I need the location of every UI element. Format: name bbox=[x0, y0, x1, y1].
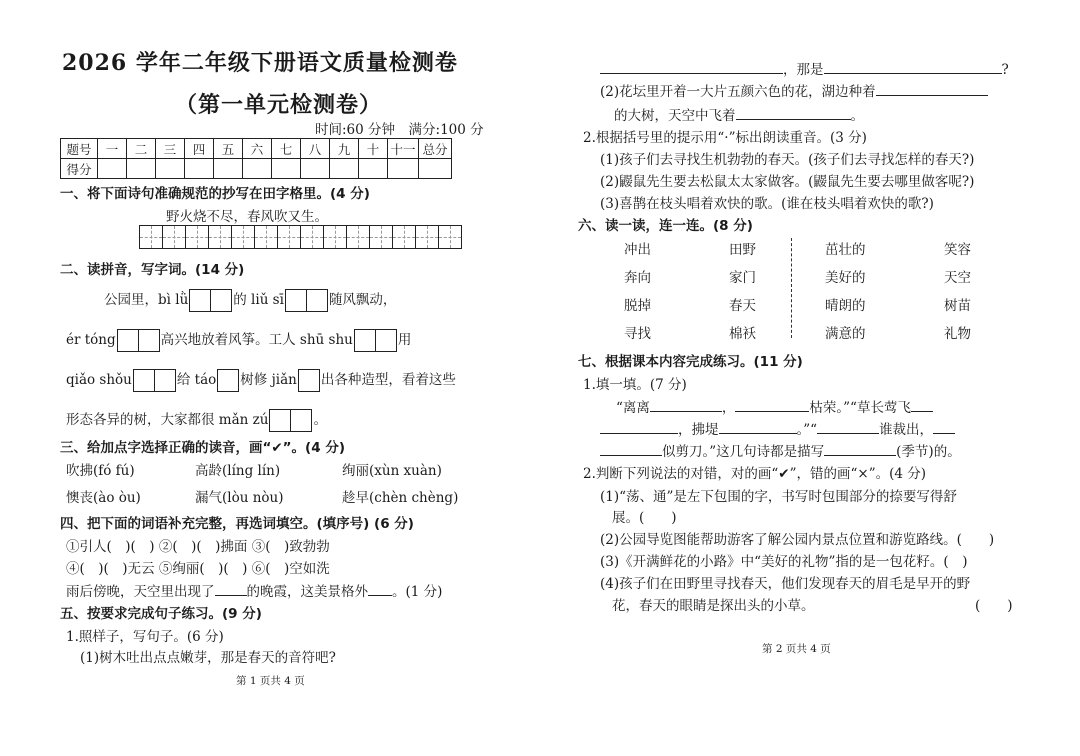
answer-box[interactable] bbox=[133, 369, 176, 392]
q2-text: 公园里，bì lǜ bbox=[104, 292, 189, 308]
score-header: 五 bbox=[214, 139, 243, 159]
score-cell[interactable] bbox=[272, 159, 301, 179]
score-cell[interactable] bbox=[214, 159, 243, 179]
q6-heading: 六、读一读，连一连。(8 分) bbox=[578, 218, 753, 234]
q2-line4 bbox=[66, 408, 327, 432]
judge-3[interactable]: (3)《开满鲜花的小路》中“美好的礼物”指的是一包花籽。( ) bbox=[600, 554, 968, 570]
match-word[interactable]: 美好的 bbox=[825, 270, 866, 286]
q4-line3 bbox=[66, 580, 442, 600]
fill-blank[interactable] bbox=[719, 421, 797, 434]
q2-text: 出各种造型，看着这些 bbox=[320, 372, 456, 388]
q2-heading: 二、读拼音，写字词。(14 分) bbox=[60, 262, 245, 278]
time-score: 时间:60 分钟 满分:100 分 bbox=[315, 122, 484, 138]
fill-blank[interactable] bbox=[817, 421, 879, 434]
score-table-score-row bbox=[61, 159, 452, 179]
q7-fill-line2 bbox=[600, 418, 955, 438]
match-word[interactable]: 家门 bbox=[729, 270, 756, 286]
score-cell[interactable] bbox=[98, 159, 127, 179]
score-table-label: 题号 bbox=[61, 139, 98, 159]
q7-text: ， bbox=[721, 400, 736, 416]
tianzige-cell[interactable] bbox=[278, 226, 301, 248]
r-ex2-line2 bbox=[614, 104, 864, 124]
q7-fill-line3 bbox=[600, 440, 961, 460]
judge-4b: 花，春天的眼睛是探出头的小草。 bbox=[612, 598, 815, 614]
match-word[interactable]: 春天 bbox=[729, 298, 756, 314]
q2-text: 用 bbox=[397, 332, 412, 348]
fill-blank[interactable] bbox=[736, 107, 851, 120]
score-cell[interactable] bbox=[359, 159, 388, 179]
q3-option[interactable]: 高龄(líng lín) bbox=[195, 463, 281, 479]
score-header: 十 bbox=[359, 139, 388, 159]
tianzige-cell[interactable] bbox=[255, 226, 278, 248]
score-header: 三 bbox=[156, 139, 185, 159]
tianzige-cell[interactable] bbox=[393, 226, 416, 248]
fill-blank[interactable] bbox=[911, 399, 933, 412]
score-header: 总分 bbox=[419, 139, 452, 159]
r-text: ，那是 bbox=[783, 62, 824, 78]
match-word[interactable]: 奔向 bbox=[624, 270, 651, 286]
score-table-label: 得分 bbox=[61, 159, 98, 179]
q1-poem: 野火烧不尽，春风吹又生。 bbox=[166, 209, 328, 225]
fill-blank[interactable] bbox=[600, 443, 662, 456]
r-stress-2[interactable]: (2)鼹鼠先生要去松鼠太太家做客。(鼹鼠先生要去哪里做客呢?) bbox=[600, 174, 975, 190]
tianzige-cell[interactable] bbox=[324, 226, 347, 248]
fill-blank[interactable] bbox=[600, 61, 783, 74]
match-word[interactable]: 棉袄 bbox=[729, 326, 756, 342]
r-text: ? bbox=[1001, 62, 1009, 78]
fill-blank[interactable] bbox=[368, 583, 392, 596]
q7-heading: 七、根据课本内容完成练习。(11 分) bbox=[578, 354, 803, 370]
q1-heading: 一、将下面诗句准确规范的抄写在田字格里。(4 分) bbox=[60, 186, 370, 202]
q4-heading: 四、把下面的词语补充完整，再选词填空。(填序号) (6 分) bbox=[60, 516, 414, 532]
fill-blank[interactable] bbox=[215, 583, 247, 596]
tianzige-cell[interactable] bbox=[347, 226, 370, 248]
r-stress-3[interactable]: (3)喜鹊在枝头唱着欢快的歌。(谁在枝头唱着欢快的歌?) bbox=[600, 196, 934, 212]
score-header: 六 bbox=[243, 139, 272, 159]
match-word[interactable]: 脱掉 bbox=[624, 298, 651, 314]
q2-text: 树修 jiǎn bbox=[240, 372, 297, 388]
r-text: 。 bbox=[850, 108, 864, 124]
q7-text: 。”“ bbox=[796, 422, 818, 438]
answer-box[interactable] bbox=[298, 369, 320, 392]
fill-blank[interactable] bbox=[600, 421, 678, 434]
q3-option[interactable]: 绚丽(xùn xuàn) bbox=[342, 463, 442, 479]
match-word[interactable]: 满意的 bbox=[825, 326, 866, 342]
q3-option[interactable]: 趁早(chèn chèng) bbox=[342, 490, 459, 506]
q2-text: 给 táo bbox=[176, 372, 217, 388]
tianzige-cell[interactable] bbox=[301, 226, 324, 248]
score-header: 八 bbox=[301, 139, 330, 159]
q2-line3 bbox=[66, 368, 456, 392]
fill-blank[interactable] bbox=[735, 399, 809, 412]
score-table bbox=[60, 138, 452, 179]
answer-box[interactable] bbox=[189, 289, 232, 312]
score-header: 十一 bbox=[388, 139, 419, 159]
match-word[interactable]: 礼物 bbox=[944, 326, 971, 342]
q2-text: 高兴地放着风筝。工人 shū shu bbox=[160, 332, 353, 348]
q3-option[interactable]: 漏气(lòu nòu) bbox=[195, 490, 284, 506]
answer-box[interactable] bbox=[117, 329, 160, 352]
fill-blank[interactable] bbox=[933, 421, 955, 434]
q4-line1[interactable]: ①引人( )( ) ②( )( )拂面 ③( )致勃勃 bbox=[66, 539, 330, 555]
match-word[interactable]: 树苗 bbox=[944, 298, 971, 314]
r-line0 bbox=[600, 58, 1009, 78]
q7-text: ，拂堤 bbox=[678, 422, 719, 438]
answer-box[interactable] bbox=[285, 289, 328, 312]
page-subtitle: （第一单元检测卷） bbox=[175, 92, 383, 118]
page-title: 2026 学年二年级下册语文质量检测卷 bbox=[62, 50, 458, 76]
score-table-header-row bbox=[61, 139, 452, 159]
fill-blank[interactable] bbox=[824, 443, 896, 456]
r-ex2-line1 bbox=[600, 80, 988, 100]
match-word[interactable]: 晴朗的 bbox=[825, 298, 866, 314]
q5-example1: (1)树木吐出点点嫩芽，那是春天的音符吧? bbox=[80, 650, 336, 666]
q3-heading: 三、给加点字选择正确的读音，画“✔”。(4 分) bbox=[60, 440, 345, 456]
q4-text: 的晚霞，这美景格外 bbox=[246, 584, 368, 600]
q7-text: 似剪刀。”这几句诗都是描写 bbox=[662, 444, 825, 460]
q3-option[interactable]: 懊丧(ào òu) bbox=[66, 490, 141, 506]
q7-text: (季节)的。 bbox=[896, 444, 961, 460]
score-header: 一 bbox=[98, 139, 127, 159]
r-text: (2)花坛里开着一大片五颜六色的花，湖边种着 bbox=[600, 84, 876, 100]
match-word[interactable]: 田野 bbox=[729, 242, 756, 258]
tianzige-cell[interactable] bbox=[163, 226, 186, 248]
q7-sub1: 1.填一填。(7 分) bbox=[583, 377, 687, 393]
q5-heading: 五、按要求完成句子练习。(9 分) bbox=[60, 606, 262, 622]
r-stress-1[interactable]: (1)孩子们去寻找生机勃勃的春天。(孩子们去寻找怎样的春天?) bbox=[600, 152, 975, 168]
match-word[interactable]: 天空 bbox=[944, 270, 971, 286]
fill-blank[interactable] bbox=[876, 83, 988, 96]
score-header: 七 bbox=[272, 139, 301, 159]
q7-text: “离离 bbox=[616, 400, 650, 416]
answer-box[interactable] bbox=[354, 329, 397, 352]
match-word[interactable]: 笑容 bbox=[944, 242, 971, 258]
score-header: 二 bbox=[127, 139, 156, 159]
judge-4a: (4)孩子们在田野里寻找春天，他们发现春天的眉毛是早开的野 bbox=[600, 576, 971, 592]
match-word[interactable]: 茁壮的 bbox=[825, 242, 866, 258]
q2-text: 随风飘动， bbox=[328, 292, 397, 308]
score-cell[interactable] bbox=[243, 159, 272, 179]
score-cell[interactable] bbox=[301, 159, 330, 179]
score-cell[interactable] bbox=[185, 159, 214, 179]
page-footer: 第 2 页共 4 页 bbox=[762, 643, 831, 655]
tianzige-grid[interactable] bbox=[139, 225, 462, 249]
q2-line2 bbox=[66, 328, 411, 352]
answer-box[interactable] bbox=[217, 369, 239, 392]
r-sub2: 2.根据括号里的提示用“·”标出朗读重音。(3 分) bbox=[583, 130, 867, 146]
judge-2[interactable]: (2)公园导览图能帮助游客了解公园内景点位置和游览路线。( ) bbox=[600, 532, 995, 548]
q3-option[interactable]: 吹拂(fó fú) bbox=[66, 463, 135, 479]
score-cell[interactable] bbox=[156, 159, 185, 179]
fill-blank[interactable] bbox=[824, 61, 1002, 74]
judge-1b[interactable]: 展。( ) bbox=[612, 510, 677, 526]
score-cell[interactable] bbox=[388, 159, 419, 179]
r-text: 的大树，天空中飞着 bbox=[614, 108, 736, 124]
tianzige-cell[interactable] bbox=[439, 226, 461, 248]
q7-sub2: 2.判断下列说法的对错，对的画“✔”，错的画“×”。(4 分) bbox=[583, 466, 927, 482]
q7-fill-line1 bbox=[616, 396, 933, 416]
column-divider bbox=[791, 238, 792, 338]
score-cell[interactable] bbox=[127, 159, 156, 179]
tianzige-cell[interactable] bbox=[209, 226, 232, 248]
tianzige-cell[interactable] bbox=[186, 226, 209, 248]
page-footer: 第 1 页共 4 页 bbox=[236, 675, 305, 687]
score-cell[interactable] bbox=[419, 159, 452, 179]
tianzige-cell[interactable] bbox=[370, 226, 393, 248]
judge-1a: (1)“荡、通”是左下包围的字，书写时包围部分的捺要写得舒 bbox=[600, 489, 957, 505]
q2-text: ér tóng bbox=[66, 332, 116, 348]
q5-sub1: 1.照样子，写句子。(6 分) bbox=[66, 629, 224, 645]
q4-line2[interactable]: ④( )( )无云 ⑤绚丽( )( ) ⑥( )空如洗 bbox=[66, 561, 330, 577]
q7-text: 谁裁出， bbox=[879, 422, 934, 438]
score-cell[interactable] bbox=[330, 159, 359, 179]
judge-4-answer[interactable]: ( ) bbox=[975, 598, 1013, 614]
q4-text: 雨后傍晚，天空里出现了 bbox=[66, 584, 215, 600]
q2-text: 的 liǔ sī bbox=[233, 292, 284, 308]
q7-text: 枯荣。”“草长莺飞 bbox=[809, 400, 911, 416]
match-word[interactable]: 冲出 bbox=[624, 242, 651, 258]
q4-text: 。(1 分) bbox=[392, 584, 443, 600]
q2-text: qiǎo shǒu bbox=[66, 372, 132, 388]
tianzige-cell[interactable] bbox=[416, 226, 439, 248]
match-word[interactable]: 寻找 bbox=[624, 326, 651, 342]
q2-line1 bbox=[104, 288, 396, 312]
score-header: 四 bbox=[185, 139, 214, 159]
tianzige-cell[interactable] bbox=[140, 226, 163, 248]
tianzige-cell[interactable] bbox=[232, 226, 255, 248]
q2-text: 。 bbox=[313, 412, 327, 428]
fill-blank[interactable] bbox=[650, 399, 722, 412]
q2-text: 形态各异的树，大家都很 mǎn zú bbox=[66, 412, 269, 428]
answer-box[interactable] bbox=[269, 409, 312, 432]
score-header: 九 bbox=[330, 139, 359, 159]
